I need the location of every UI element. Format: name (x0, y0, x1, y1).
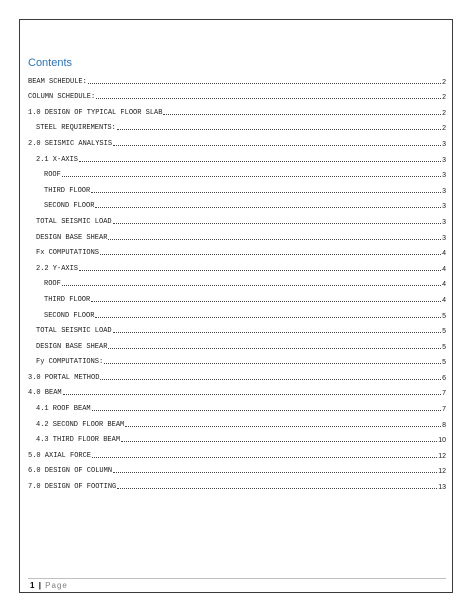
toc-entry-page-number: 12 (438, 452, 446, 460)
toc-dot-leader (62, 176, 441, 177)
toc-entry-title: THIRD FLOOR (44, 295, 91, 304)
toc-entry[interactable] (28, 148, 446, 164)
toc-entry-page-number: 4 (442, 265, 446, 273)
toc-entry-page-number: 5 (442, 359, 446, 367)
toc-entry-title: ROOF (44, 171, 61, 180)
toc-dot-leader (62, 285, 441, 286)
toc-entry[interactable] (28, 304, 446, 320)
toc-entry-title: SECOND FLOOR (44, 311, 95, 320)
toc-entry[interactable] (28, 117, 446, 133)
toc-entry-page-number: 13 (438, 484, 446, 492)
toc-entry[interactable] (28, 164, 446, 180)
toc-entry-title: SECOND FLOOR (44, 202, 95, 211)
toc-entry-title: COLUMN SCHEDULE: (28, 93, 96, 102)
toc-entry-page-number: 5 (442, 343, 446, 351)
toc-entry-title: THIRD FLOOR (44, 186, 91, 195)
toc-dot-leader (117, 488, 437, 489)
toc-entry-page-number: 8 (442, 421, 446, 429)
toc-entry[interactable] (28, 335, 446, 351)
toc-dot-leader (113, 223, 441, 224)
toc-entry-title: TOTAL SEISMIC LOAD (36, 217, 112, 226)
toc-dot-leader (63, 394, 441, 395)
toc-entry-page-number: 3 (442, 218, 446, 226)
toc-entry-page-number: 3 (442, 234, 446, 242)
toc-dot-leader (79, 161, 441, 162)
toc-entry[interactable] (28, 288, 446, 304)
toc-entry[interactable] (28, 101, 446, 117)
toc-entry-page-number: 2 (442, 125, 446, 133)
toc-entry-title: STEEL REQUIREMENTS: (36, 124, 116, 133)
toc-entry[interactable] (28, 475, 446, 491)
toc-entry-title: TOTAL SEISMIC LOAD (36, 327, 112, 336)
toc-dot-leader (121, 441, 437, 442)
toc-dot-leader (95, 207, 441, 208)
toc-entry-page-number: 2 (442, 94, 446, 102)
toc-dot-leader (88, 83, 441, 84)
toc-dot-leader (117, 129, 441, 130)
toc-entry-title: 4.1 ROOF BEAM (36, 405, 91, 414)
toc-dot-leader (125, 426, 441, 427)
toc-entry-title: DESIGN BASE SHEAR (36, 342, 108, 351)
toc-entry[interactable] (28, 132, 446, 148)
toc-entry-title: 1.0 DESIGN OF TYPICAL FLOOR SLAB (28, 108, 163, 117)
toc-entry-page-number: 12 (438, 468, 446, 476)
page-footer (30, 581, 68, 590)
toc-entry-title: Fx COMPUTATIONS (36, 249, 100, 258)
toc-entry[interactable] (28, 397, 446, 413)
toc-entry-title: DESIGN BASE SHEAR (36, 233, 108, 242)
toc-entry-page-number: 3 (442, 203, 446, 211)
toc-entry[interactable] (28, 413, 446, 429)
toc-dot-leader (92, 410, 441, 411)
footer-separator: | (38, 581, 41, 590)
toc-entry[interactable] (28, 210, 446, 226)
toc-dot-leader (95, 317, 441, 318)
toc-entry-title: 5.0 AXIAL FORCE (28, 451, 92, 460)
toc-entry-page-number: 4 (442, 296, 446, 304)
toc-entry[interactable] (28, 257, 446, 273)
table-of-contents (28, 70, 446, 491)
toc-dot-leader (100, 254, 441, 255)
toc-entry-title: 6.0 DESIGN OF COLUMN (28, 467, 113, 476)
footer-page-number: 1 (30, 581, 35, 590)
toc-dot-leader (104, 363, 441, 364)
toc-entry-title: 4.2 SECOND FLOOR BEAM (36, 420, 125, 429)
toc-dot-leader (113, 145, 441, 146)
toc-dot-leader (79, 270, 441, 271)
toc-entry[interactable] (28, 273, 446, 289)
toc-entry-page-number: 3 (442, 187, 446, 195)
toc-entry-title: Fy COMPUTATIONS: (36, 358, 104, 367)
toc-entry[interactable] (28, 320, 446, 336)
toc-entry[interactable] (28, 460, 446, 476)
toc-entry-title: ROOF (44, 280, 61, 289)
toc-entry-page-number: 6 (442, 374, 446, 382)
toc-entry[interactable] (28, 226, 446, 242)
toc-entry-page-number: 5 (442, 328, 446, 336)
toc-entry[interactable] (28, 444, 446, 460)
toc-entry[interactable] (28, 351, 446, 367)
toc-dot-leader (91, 301, 441, 302)
toc-entry[interactable] (28, 382, 446, 398)
toc-entry[interactable] (28, 366, 446, 382)
footer-page-label: Page (45, 581, 68, 590)
toc-dot-leader (108, 239, 441, 240)
toc-entry-page-number: 3 (442, 156, 446, 164)
toc-entry-title: BEAM SCHEDULE: (28, 77, 87, 86)
toc-entry-page-number: 3 (442, 172, 446, 180)
toc-entry-page-number: 10 (438, 437, 446, 445)
toc-entry-title: 4.0 BEAM (28, 389, 62, 398)
toc-entry[interactable] (28, 70, 446, 86)
toc-entry[interactable] (28, 195, 446, 211)
toc-entry-page-number: 3 (442, 140, 446, 148)
toc-entry-page-number: 2 (442, 78, 446, 86)
toc-entry[interactable] (28, 242, 446, 258)
toc-entry-title: 7.0 DESIGN OF FOOTING (28, 483, 117, 492)
toc-heading: Contents (28, 57, 73, 69)
toc-entry-title: 2.2 Y-AXIS (36, 264, 79, 273)
toc-dot-leader (91, 192, 441, 193)
toc-dot-leader (92, 457, 437, 458)
toc-entry-title: 3.0 PORTAL METHOD (28, 373, 100, 382)
toc-dot-leader (113, 332, 441, 333)
toc-entry[interactable] (28, 179, 446, 195)
toc-entry[interactable] (28, 86, 446, 102)
toc-entry-page-number: 4 (442, 281, 446, 289)
toc-dot-leader (96, 98, 441, 99)
toc-entry-page-number: 4 (442, 250, 446, 258)
toc-entry-page-number: 7 (442, 406, 446, 414)
toc-dot-leader (100, 379, 441, 380)
toc-entry-page-number: 5 (442, 312, 446, 320)
toc-entry-page-number: 7 (442, 390, 446, 398)
toc-entry-title: 2.0 SEISMIC ANALYSIS (28, 139, 113, 148)
toc-entry-title: 2.1 X-AXIS (36, 155, 79, 164)
toc-entry[interactable] (28, 429, 446, 445)
toc-dot-leader (113, 472, 437, 473)
toc-entry-page-number: 2 (442, 109, 446, 117)
toc-entry-title: 4.3 THIRD FLOOR BEAM (36, 436, 121, 445)
toc-dot-leader (163, 114, 441, 115)
toc-dot-leader (108, 348, 441, 349)
footer-divider (28, 578, 446, 579)
